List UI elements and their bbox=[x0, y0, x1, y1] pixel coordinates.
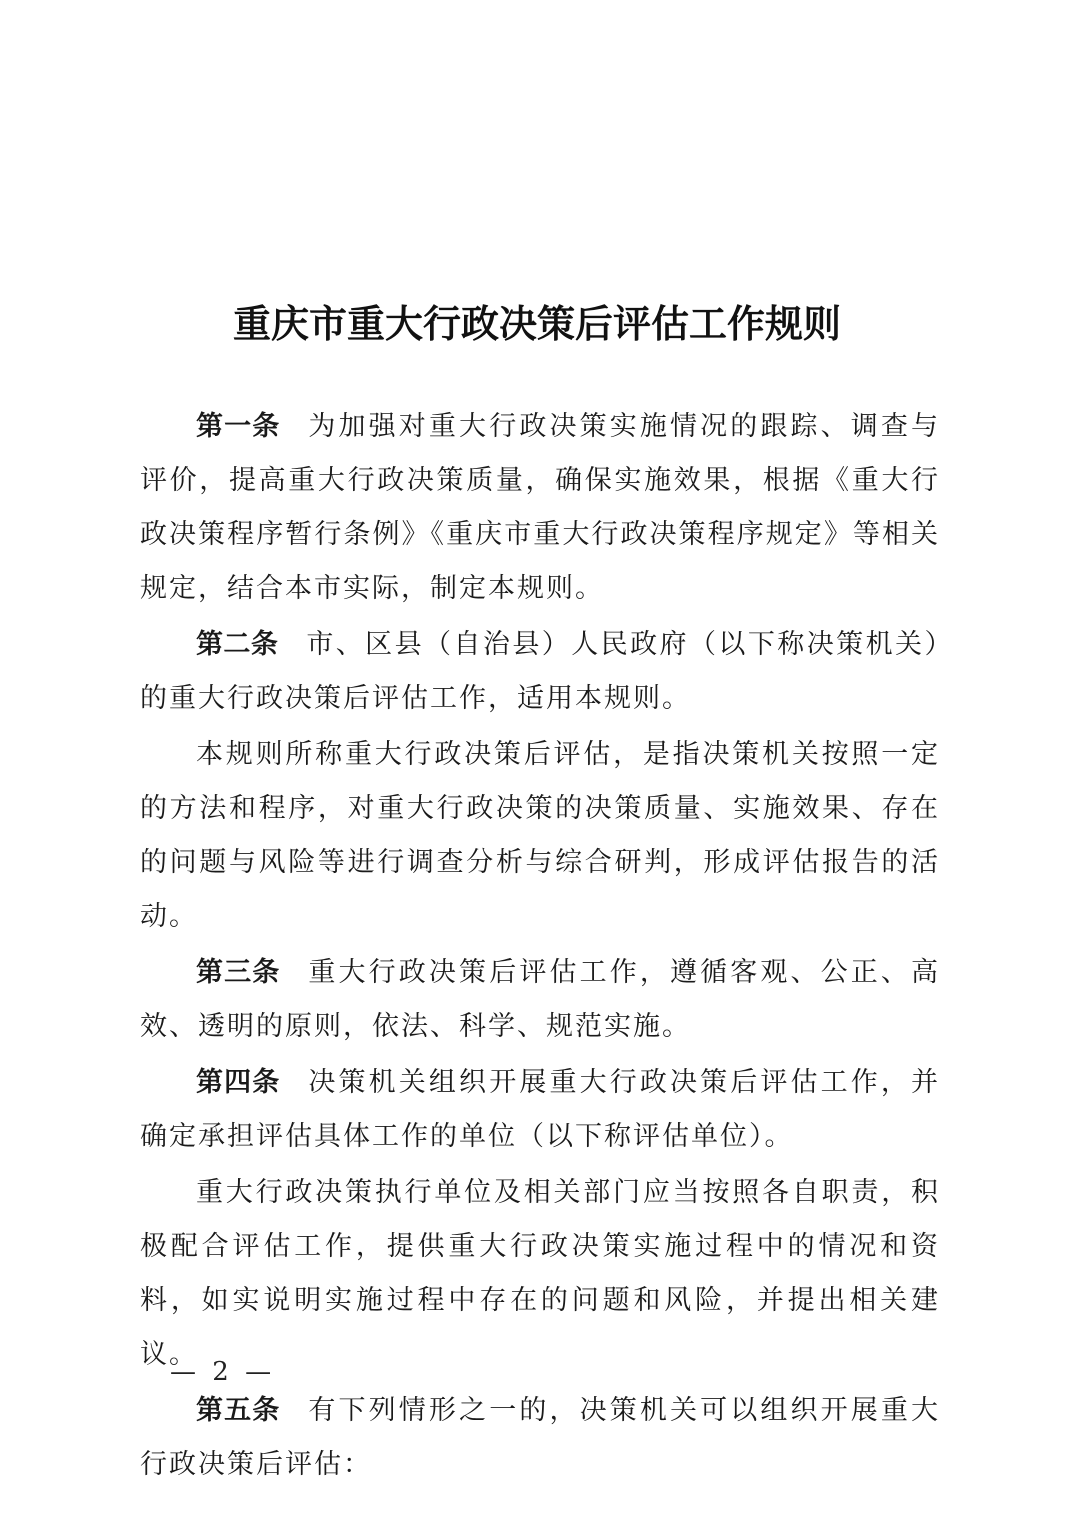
article-2 bbox=[140, 618, 940, 726]
article-text: 市、区县（自治县）人民政府（以下称决策机关）的重大行政决策后评估工作，适用本规则。 bbox=[140, 629, 940, 714]
article-label: 第五条 bbox=[196, 1395, 281, 1426]
article-text: 本规则所称重大行政决策后评估，是指决策机关按照一定的方法和程序，对重大行政决策的决策质量、实施效果、存在的问题与风险等进行调查分析与综合研判，形成评估报告的活动。 bbox=[140, 739, 940, 932]
article-text: 重大行政决策后评估工作，遵循客观、公正、高效、透明的原则，依法、科学、规范实施。 bbox=[140, 957, 941, 1042]
article-4 bbox=[140, 1056, 940, 1164]
article-3 bbox=[140, 946, 940, 1054]
document-title: 重庆市重大行政决策后评估工作规则 bbox=[232, 302, 841, 346]
article-text: 为加强对重大行政决策实施情况的跟踪、调查与评价，提高重大行政决策质量，确保实施效果，根据《重大行政决策程序暂行条例》《重庆市重大行政决策程序规定》等相关规定，结合本市实际，制定本规则。 bbox=[140, 411, 941, 604]
article-label: 第二条 bbox=[196, 629, 279, 660]
article-1 bbox=[140, 400, 940, 616]
article-label: 第四条 bbox=[196, 1067, 281, 1098]
article-text: 重大行政决策执行单位及相关部门应当按照各自职责，积极配合评估工作，提供重大行政决策实施过程中的情况和资料，如实说明实施过程中存在的问题和风险，并提出相关建议。 bbox=[140, 1177, 940, 1370]
document-body bbox=[140, 400, 940, 1494]
article-text: 决策机关组织开展重大行政决策后评估工作，并确定承担评估具体工作的单位（以下称评估单位）。 bbox=[140, 1067, 941, 1152]
article-2-paragraph-2 bbox=[140, 728, 940, 944]
article-text: 有下列情形之一的，决策机关可以组织开展重大行政决策后评估： bbox=[140, 1395, 941, 1480]
page-number: — 2 — bbox=[170, 1357, 276, 1387]
article-5 bbox=[140, 1384, 940, 1492]
article-4-paragraph-2 bbox=[140, 1166, 940, 1382]
article-label: 第一条 bbox=[196, 411, 281, 442]
article-label: 第三条 bbox=[196, 957, 281, 988]
